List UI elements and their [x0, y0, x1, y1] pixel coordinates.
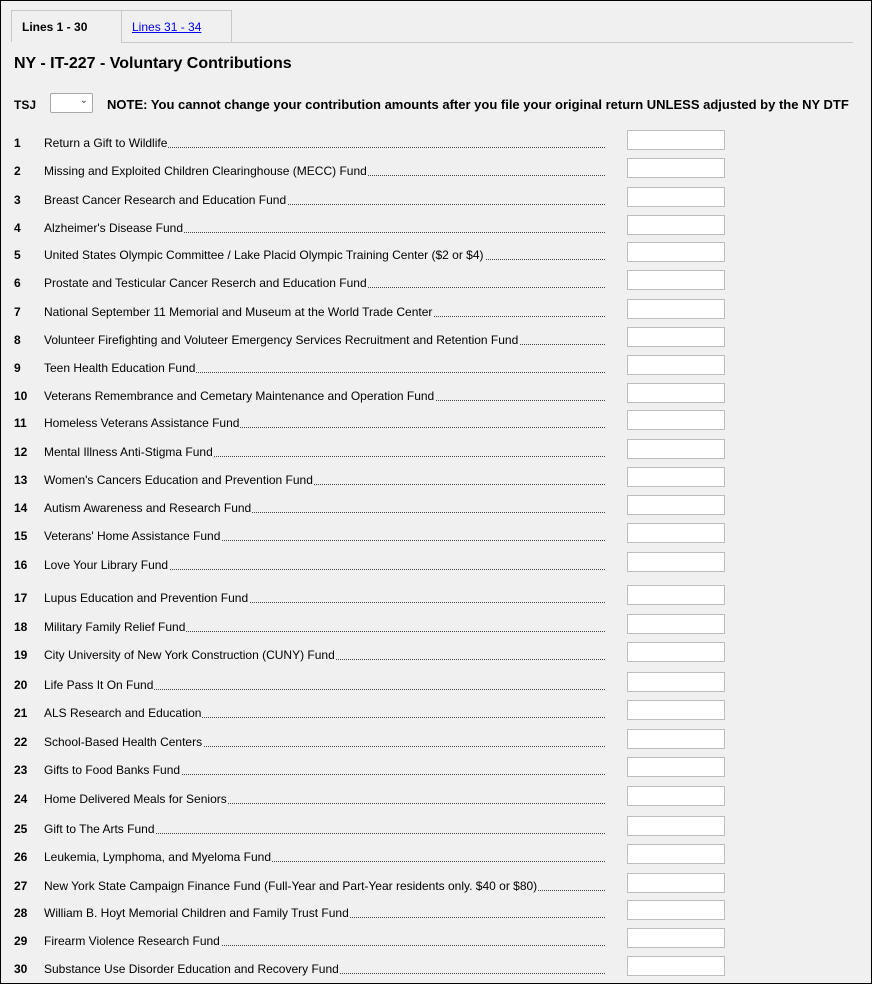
- line-label-wrap: [44, 591, 605, 607]
- line-label-wrap: [44, 136, 605, 152]
- line-label-wrap: [44, 648, 605, 664]
- line-number: 20: [14, 678, 28, 692]
- contribution-line-13: [1, 467, 871, 487]
- page-title: NY - IT-227 - Voluntary Contributions: [14, 55, 292, 72]
- contribution-note: NOTE: You cannot change your contribution amounts after you file your original return UNLESS adjusted by the NY DTF: [107, 97, 849, 112]
- line-number: 4: [14, 221, 21, 235]
- line-number: 2: [14, 164, 21, 178]
- tsj-label: TSJ: [14, 98, 37, 112]
- line-label: Firearm Violence Research Fund: [44, 934, 220, 948]
- line-number: 6: [14, 276, 21, 290]
- line-label-wrap: [44, 221, 605, 237]
- line-label-wrap: [44, 276, 605, 292]
- line-label-wrap: [44, 248, 605, 264]
- line-label-wrap: [44, 501, 605, 517]
- contribution-line-8: [1, 327, 871, 347]
- line-number: 5: [14, 248, 21, 262]
- line-number: 16: [14, 558, 28, 572]
- line-label-wrap: [44, 934, 605, 950]
- contribution-line-2: [1, 158, 871, 178]
- line-label-wrap: [44, 558, 605, 574]
- line-label-wrap: [44, 678, 605, 694]
- amount-input[interactable]: [627, 327, 725, 347]
- line-number: 7: [14, 305, 21, 319]
- contribution-line-23: [1, 757, 871, 777]
- amount-input[interactable]: [627, 873, 725, 893]
- line-label-wrap: [44, 193, 605, 209]
- amount-input[interactable]: [627, 242, 725, 262]
- line-label-wrap: [44, 706, 605, 722]
- contribution-line-9: [1, 355, 871, 375]
- line-number: 21: [14, 706, 28, 720]
- contribution-line-25: [1, 816, 871, 836]
- line-label-wrap: [44, 962, 605, 978]
- contribution-line-21: [1, 700, 871, 720]
- line-number: 8: [14, 333, 21, 347]
- contribution-line-4: [1, 215, 871, 235]
- amount-input[interactable]: [627, 729, 725, 749]
- contribution-line-18: [1, 614, 871, 634]
- amount-input[interactable]: [627, 523, 725, 543]
- amount-input[interactable]: [627, 270, 725, 290]
- contribution-line-19: [1, 642, 871, 662]
- amount-input[interactable]: [627, 552, 725, 572]
- line-number: 13: [14, 473, 28, 487]
- line-label-wrap: [44, 822, 605, 838]
- line-label: William B. Hoyt Memorial Children and Family Trust Fund: [44, 906, 349, 920]
- line-number: 19: [14, 648, 28, 662]
- line-number: 1: [14, 136, 21, 150]
- amount-input[interactable]: [627, 383, 725, 403]
- contribution-line-12: [1, 439, 871, 459]
- line-label-wrap: [44, 389, 605, 405]
- amount-input[interactable]: [627, 844, 725, 864]
- amount-input[interactable]: [627, 614, 725, 634]
- line-label: United States Olympic Committee / Lake Placid Olympic Training Center ($2 or $4): [44, 248, 484, 262]
- tab-label[interactable]: Lines 31 - 34: [132, 20, 202, 34]
- line-label-wrap: [44, 416, 605, 432]
- tab-lines-31-34[interactable]: [121, 10, 232, 42]
- line-label: Prostate and Testicular Cancer Reserch and Education Fund: [44, 276, 367, 290]
- line-label: National September 11 Memorial and Museum at the World Trade Center: [44, 305, 433, 319]
- line-label-wrap: [44, 529, 605, 545]
- line-label: Home Delivered Meals for Seniors: [44, 792, 227, 806]
- line-number: 26: [14, 850, 28, 864]
- contribution-line-10: [1, 383, 871, 403]
- line-label: Life Pass It On Fund: [44, 678, 154, 692]
- line-number: 10: [14, 389, 28, 403]
- amount-input[interactable]: [627, 467, 725, 487]
- line-label: Veterans Remembrance and Cemetary Maintenance and Operation Fund: [44, 389, 435, 403]
- line-label: ALS Research and Education: [44, 706, 202, 720]
- line-number: 17: [14, 591, 28, 605]
- contribution-line-14: [1, 495, 871, 515]
- line-label: School-Based Health Centers: [44, 735, 203, 749]
- contribution-line-27: [1, 873, 871, 893]
- line-number: 11: [14, 416, 27, 430]
- line-label: Women's Cancers Education and Prevention Fund: [44, 473, 313, 487]
- line-label: New York State Campaign Finance Fund (Full-Year and Part-Year residents only. $40 or $80): [44, 879, 538, 893]
- amount-input[interactable]: [627, 158, 725, 178]
- contribution-line-30: [1, 956, 871, 976]
- contribution-line-28: [1, 900, 871, 920]
- line-label: Military Family Relief Fund: [44, 620, 186, 634]
- amount-input[interactable]: [627, 672, 725, 692]
- line-label: Alzheimer's Disease Fund: [44, 221, 184, 235]
- line-label-wrap: [44, 792, 605, 808]
- amount-input[interactable]: [627, 495, 725, 515]
- contribution-line-11: [1, 410, 871, 430]
- line-label: Homeless Veterans Assistance Fund: [44, 416, 240, 430]
- amount-input[interactable]: [627, 439, 725, 459]
- amount-input[interactable]: [627, 786, 725, 806]
- amount-input[interactable]: [627, 700, 725, 720]
- line-number: 18: [14, 620, 28, 634]
- amount-input[interactable]: [627, 956, 725, 976]
- contribution-line-6: [1, 270, 871, 290]
- line-number: 23: [14, 763, 28, 777]
- amount-input[interactable]: [627, 757, 725, 777]
- line-number: 24: [14, 792, 28, 806]
- line-label: Volunteer Firefighting and Voluteer Emergency Services Recruitment and Retention Fund: [44, 333, 519, 347]
- line-label-wrap: [44, 305, 605, 321]
- line-number: 9: [14, 361, 21, 375]
- line-label: Leukemia, Lymphoma, and Myeloma Fund: [44, 850, 272, 864]
- line-number: 27: [14, 879, 28, 893]
- line-label: Return a Gift to Wildlife: [44, 136, 168, 150]
- line-label: Mental Illness Anti-Stigma Fund: [44, 445, 213, 459]
- line-number: 15: [14, 529, 28, 543]
- line-number: 22: [14, 735, 28, 749]
- line-label-wrap: [44, 445, 605, 461]
- line-label: Gifts to Food Banks Fund: [44, 763, 181, 777]
- line-label-wrap: [44, 164, 605, 180]
- contribution-line-22: [1, 729, 871, 749]
- contribution-line-7: [1, 299, 871, 319]
- contribution-line-3: [1, 187, 871, 207]
- line-number: 14: [14, 501, 28, 515]
- contribution-line-16: [1, 552, 871, 572]
- line-number: 28: [14, 906, 28, 920]
- contribution-line-26: [1, 844, 871, 864]
- line-label: Veterans' Home Assistance Fund: [44, 529, 221, 543]
- tsj-dropdown[interactable]: [50, 93, 93, 113]
- line-label-wrap: [44, 473, 605, 489]
- amount-input[interactable]: [627, 299, 725, 319]
- line-label-wrap: [44, 850, 605, 866]
- line-label: Autism Awareness and Research Fund: [44, 501, 252, 515]
- line-label-wrap: [44, 333, 605, 349]
- line-number: 25: [14, 822, 28, 836]
- amount-input[interactable]: [627, 187, 725, 207]
- line-number: 3: [14, 193, 21, 207]
- amount-input[interactable]: [627, 816, 725, 836]
- line-number: 29: [14, 934, 28, 948]
- amount-input[interactable]: [627, 355, 725, 375]
- contribution-line-17: [1, 585, 871, 605]
- tab-label: Lines 1 - 30: [22, 20, 88, 34]
- amount-input[interactable]: [627, 410, 725, 430]
- tab-divider: [121, 42, 853, 43]
- line-number: 12: [14, 445, 28, 459]
- amount-input[interactable]: [627, 928, 725, 948]
- line-label-wrap: [44, 879, 605, 895]
- line-label-wrap: [44, 735, 605, 751]
- amount-input[interactable]: [627, 215, 725, 235]
- contribution-line-15: [1, 523, 871, 543]
- line-label: Breast Cancer Research and Education Fund: [44, 193, 287, 207]
- amount-input[interactable]: [627, 900, 725, 920]
- contribution-line-20: [1, 672, 871, 692]
- line-label-wrap: [44, 763, 605, 779]
- chevron-down-icon: ⌄: [79, 95, 88, 106]
- line-label: City University of New York Construction (CUNY) Fund: [44, 648, 335, 662]
- contribution-line-5: [1, 242, 871, 262]
- line-number: 30: [14, 962, 28, 976]
- line-label: Lupus Education and Prevention Fund: [44, 591, 249, 605]
- line-label: Gift to The Arts Fund: [44, 822, 155, 836]
- amount-input[interactable]: [627, 130, 725, 150]
- tab-lines-1-30[interactable]: [11, 10, 122, 42]
- amount-input[interactable]: [627, 642, 725, 662]
- contribution-line-1: [1, 130, 871, 150]
- line-label-wrap: [44, 361, 605, 377]
- line-label-wrap: [44, 620, 605, 636]
- line-label: Substance Use Disorder Education and Recovery Fund: [44, 962, 339, 976]
- contribution-line-24: [1, 786, 871, 806]
- line-label: Love Your Library Fund: [44, 558, 169, 572]
- line-label: Teen Health Education Fund: [44, 361, 196, 375]
- line-label: Missing and Exploited Children Clearinghouse (MECC) Fund: [44, 164, 367, 178]
- amount-input[interactable]: [627, 585, 725, 605]
- contribution-line-29: [1, 928, 871, 948]
- line-label-wrap: [44, 906, 605, 922]
